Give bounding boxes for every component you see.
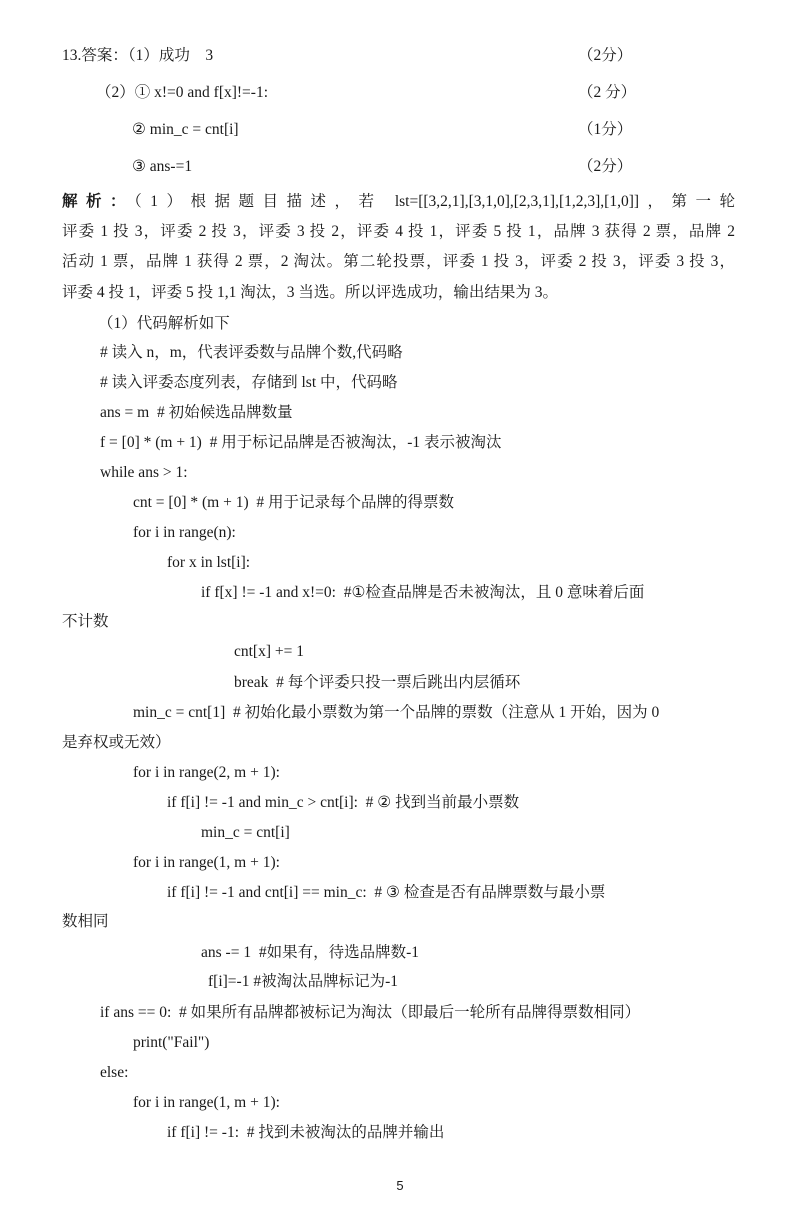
answer-line: （2）① x!=0 and f[x]!=-1: [96, 84, 269, 101]
code-line: if f[i] != -1 and min_c > cnt[i]: # ② 找到当前最小票数 [167, 794, 520, 811]
analysis-line: 活动 1 票，品牌 1 获得 2 票，2 淘汰。第二轮投票，评委 1 投 3，评委 2 投 3，评委 3 投 3， [62, 253, 735, 270]
answer-score: （2分） [578, 158, 633, 175]
answer-score: （1分） [578, 121, 633, 138]
code-line: cnt = [0] * (m + 1) # 用于记录每个品牌的得票数 [133, 494, 454, 511]
code-line: # 读入 n，m，代表评委数与品牌个数,代码略 [100, 344, 403, 361]
code-line: （1）代码解析如下 [98, 315, 230, 332]
code-line: else: [100, 1064, 129, 1081]
code-line: 是弃权或无效） [62, 734, 171, 751]
answer-score: （2 分） [578, 84, 637, 101]
code-line: 数相同 [62, 913, 109, 930]
answer-line: ② min_c = cnt[i] [132, 121, 239, 138]
answer-line: ③ ans-=1 [132, 158, 193, 175]
analysis-line: 解析：（1）根据题目描述，若 lst=[[3,2,1],[3,1,0],[2,3,1],[1,2,3],[1,0]]，第一轮 [62, 193, 735, 210]
code-line: if ans == 0: # 如果所有品牌都被标记为淘汰（即最后一轮所有品牌得票数相同） [100, 1004, 641, 1021]
code-line: for i in range(1, m + 1): [133, 854, 280, 871]
code-line: while ans > 1: [100, 464, 188, 481]
code-line: if f[i] != -1: # 找到未被淘汰的品牌并输出 [167, 1124, 445, 1141]
answer-score: （2分） [578, 47, 633, 64]
code-line: for i in range(1, m + 1): [133, 1094, 280, 1111]
code-line: print("Fail") [133, 1034, 210, 1051]
code-line: 不计数 [62, 613, 109, 630]
code-line: ans -= 1 #如果有，待选品牌数-1 [201, 944, 419, 961]
answer-line: 13.答案：（1）成功 3 [62, 47, 214, 64]
code-line: for x in lst[i]: [167, 554, 251, 571]
code-line: if f[x] != -1 and x!=0: #①检查品牌是否未被淘汰，且 0 意味着后面 [201, 584, 645, 601]
code-line: min_c = cnt[i] [201, 824, 290, 841]
code-line: if f[i] != -1 and cnt[i] == min_c: # ③ 检查是否有品牌票数与最小票 [167, 884, 606, 901]
code-line: # 读入评委态度列表，存储到 lst 中，代码略 [100, 374, 398, 391]
code-line: for i in range(n): [133, 524, 236, 541]
code-line: min_c = cnt[1] # 初始化最小票数为第一个品牌的票数（注意从 1 开始，因为 0 [133, 704, 660, 721]
code-line: f = [0] * (m + 1) # 用于标记品牌是否被淘汰，-1 表示被淘汰 [100, 434, 502, 451]
analysis-line: 评委 1 投 3，评委 2 投 3，评委 3 投 2，评委 4 投 1，评委 5 投 1，品牌 3 获得 2 票，品牌 2 [62, 223, 735, 240]
code-line: cnt[x] += 1 [234, 643, 304, 660]
code-line: for i in range(2, m + 1): [133, 764, 280, 781]
code-line: ans = m # 初始候选品牌数量 [100, 404, 293, 421]
code-line: f[i]=-1 #被淘汰品牌标记为-1 [208, 973, 398, 990]
analysis-label: 解析： [62, 193, 134, 210]
code-line: break # 每个评委只投一票后跳出内层循环 [234, 674, 521, 691]
analysis-line: 评委 4 投 1，评委 5 投 1,1 淘汰，3 当选。所以评选成功，输出结果为 3。 [62, 284, 559, 301]
page-number: 5 [396, 1178, 404, 1193]
